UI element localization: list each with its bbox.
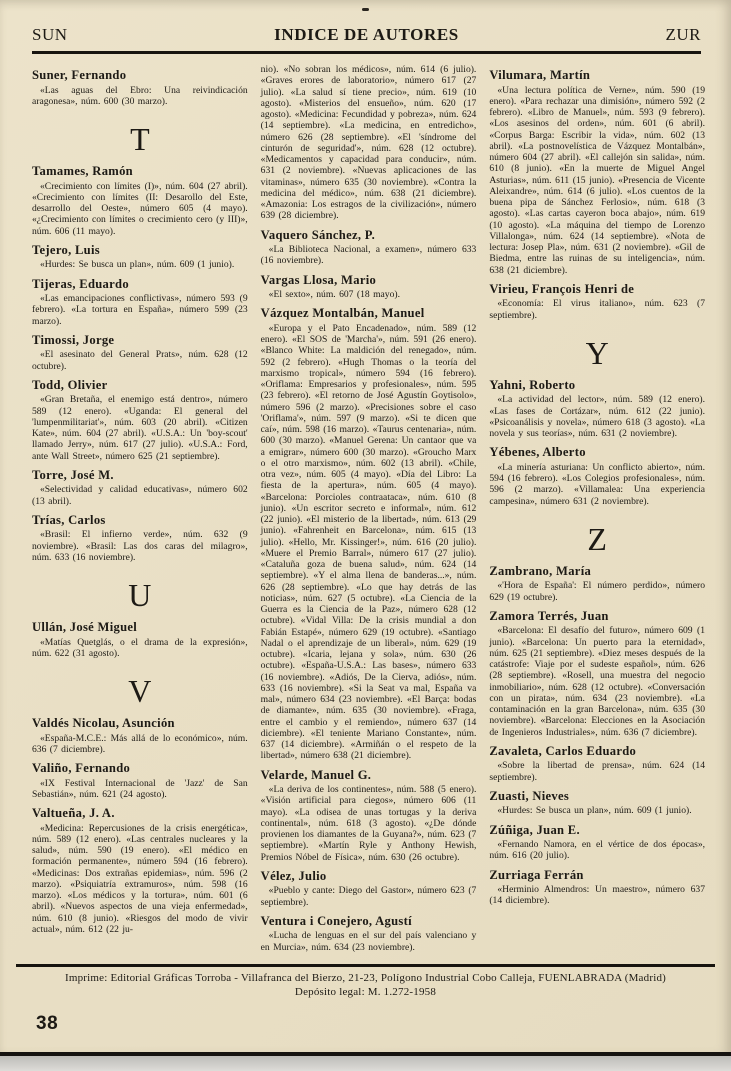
- author-name: Valiño, Fernando: [32, 761, 131, 775]
- page-footer: [0, 964, 731, 999]
- imprint-line: Imprime: Editorial Gráficas Torroba - Villafranca del Bierzo, 21-23, Polígono Industrial Cobo Calleja, FUENLABRADA (Madrid): [64, 972, 667, 984]
- header-right-index-marker: ZUR: [665, 25, 701, 44]
- author-works: «La minería asturiana: Un conflicto abierto», núm. 594 (16 febrero). «Los Colegios profesionales», núm. 596 (2 marzo). «Villamalea: Una experiencia campesina», número 631 (2 noviembre).: [489, 461, 706, 507]
- author-name: Zambrano, María: [489, 563, 592, 578]
- author-works: «IX Festival Internacional de 'Jazz' de San Sebastián», núm. 621 (24 agosto).: [32, 777, 248, 800]
- author-works: «La deriva de los continentes», núm. 588 (5 enero). «Visión artificial para ciegos», número 606 (11 mayo). «La odisea de unas tortugas y la deriva continental», núm. 618 (3 agosto). «¿De dónde provienen los diamantes de la Guyana?», núm. 623 (7 septiembre). «Martín Ryle y Anthony Hewish, Premios Nóbel de Física», núm. 630 (26 octubre).: [260, 784, 477, 863]
- author-name: Ullán, José Miguel: [32, 620, 138, 634]
- author-works: «Las emancipaciones conflictivas», número 593 (9 febrero). «La tortura en España», número 599 (23 marzo).: [32, 293, 248, 327]
- author-name: Valtueña, J. A.: [32, 806, 115, 820]
- author-name: Zuasti, Nieves: [489, 788, 570, 803]
- index-column-2: [261, 62, 477, 960]
- author-works: «El asesinato del General Prats», núm. 628 (12 octubre).: [32, 349, 248, 372]
- author-name: Tejero, Luis: [32, 242, 100, 257]
- author-works: «Las aguas del Ebro: Una reivindicación aragonesa», núm. 600 (30 marzo).: [32, 84, 248, 107]
- author-works: «Lucha de lenguas en el sur del país valenciano y en Murcia», núm. 634 (23 noviembre).: [260, 930, 477, 953]
- author-works: «Fernando Namora, en el vértice de dos épocas», núm. 616 (20 julio).: [489, 839, 706, 862]
- author-name: Valdés Nicolau, Asunción: [32, 716, 175, 730]
- header-left-index-marker: SUN: [32, 25, 68, 44]
- deposito-legal-line: Depósito legal: M. 1.272-1958: [294, 985, 437, 998]
- author-works: «Selectividad y calidad educativas», número 602 (13 abril).: [32, 484, 248, 507]
- author-name: Ventura i Conejero, Agustí: [260, 913, 412, 928]
- author-name: Velarde, Manuel G.: [260, 767, 372, 782]
- page-number: 38: [36, 1013, 59, 1034]
- section-letter-Z: Z: [587, 520, 607, 557]
- author-works: «Brasil: El infierno verde», núm. 632 (9 noviembre). «Brasil: Las dos caras del milagro», núm. 633 (16 noviembre).: [32, 529, 248, 563]
- author-works: «Hurdes: Se busca un plan», núm. 609 (1 junio).: [497, 805, 692, 817]
- author-works: «Europa y el Pato Encadenado», núm. 589 (12 enero). «El SOS de 'Marcha'», núm. 591 (26 enero). «Blanco White: La maldición del renegado», núm. 592 (2 febrero). «Hugh Thomas o la teoría del marxismo tropical», número 594 (16 febrero). «Oriflama: Empresarios y profesionales», núm. 595 (23 febrero). «El retorno de José Agustín Goytisolo», número 596 (2 marzo). «Precisiones sobre el caso 'Oriflama'», núm. 597 (9 marzo). «Si te dicen que caí», núm. 598 (16 marzo). «Taurus centenaria», núm. 600 (30 marzo). «Manuel Gerena: Un cantaor que va a emigrar», número 600 (30 marzo). «Groucho Marx o el otro marxismo», núm. 602 (13 abril). «Chile, otra vez», núm. 605 (4 mayo). «Día del Libro: La fiesta de la apertura», núm. 605 (4 mayo). «Barcelona: Porcioles contraataca», núm. 610 (8 junio). «Un escritor secreto e informal», núm. 612 (22 junio). «El misterio de la libertad», núm. 613 (29 junio). «Fahrenheit en Barcelona», núm. 615 (13 julio). «Hello, Mr. Kissinger!», núm. 616 (20 julio). «Muere el Premio Barral», número 617 (27 julio). «Cataluña goza de buena salud», núm. 624 (14 septiembre). «Y el alma llena de banderas...», núm. 626 (28 septiembre). «Lo que hay detrás de las noticias», núm. 627 (5 octubre). «La Ciencia de la Guerra es la Ciencia de la Paz», número 628 (12 octubre). «Vidal Villa: De la crisis mundial a don Fabián Estapé», número 629 (19 octubre). «Santiago Nadal o el aprendizaje de un liberal», núm. 629 (19 octubre). «Icaria, lejana y sola», núm. 630 (26 octubre). «España-U.S.A.: Las bases», número 633 (16 noviembre). «Adiós, De la Cierva, adiós», núm. 633 (16 noviembre). «Si la Seat va mal, España va mal», número 634 (23 noviembre). «El Barça: bodas de diamante», núm. 635 (30 noviembre). «Fraga, entre el cambio y el remiendo», número 637 (14 diciembre). «El teniente Mariano Constante», núm. 637 (14 diciembre). «Armiñán o el respeto de la libertad», número 638 (21 diciembre).: [260, 322, 477, 762]
- author-name: Tamames, Ramón: [32, 164, 133, 178]
- author-works: «La actividad del lector», núm. 589 (12 enero). «Las fases de Cortázar», núm. 612 (22 junio). «Psicoanálisis y novela», número 618 (3 agosto). «La novela y sus teorías», núm. 631 (2 noviembre).: [489, 394, 706, 439]
- author-name: Yébenes, Alberto: [489, 445, 586, 460]
- author-name: Zavaleta, Carlos Eduardo: [489, 743, 637, 758]
- author-name: Virieu, François Henri de: [489, 281, 635, 296]
- section-letter-Y: Y: [585, 334, 609, 371]
- author-name: Vélez, Julio: [260, 868, 327, 883]
- author-name: Suner, Fernando: [32, 68, 127, 82]
- author-name: Vaquero Sánchez, P.: [260, 227, 376, 242]
- page-title: INDICE DE AUTORES: [274, 25, 459, 44]
- author-works: «Herminio Almendros: Un maestro», número 637 (14 diciembre).: [489, 884, 706, 907]
- author-works: «Pueblo y cante: Diego del Gastor», número 623 (7 septiembre).: [260, 885, 477, 908]
- author-works: «Sobre la libertad de prensa», núm. 624 (14 septiembre).: [489, 760, 706, 783]
- index-column-3: [489, 62, 705, 960]
- author-works: «La Biblioteca Nacional, a examen», número 633 (16 noviembre).: [260, 244, 477, 267]
- author-works: «Medicina: Repercusiones de la crisis energética», núm. 589 (12 enero). «Las centrales nucleares y la salud», núm. 590 (19 enero). «El médico en formación permanente», número 594 (16 febrero). «Medicinas: Dos extrañas epidemias», núm. 596 (2 marzo). «Psiquiatría extramuros», núm. 598 (16 marzo). «Los médicos y la tortura», núm. 601 (6 abril). «Nuevos aspectos de una vieja enfermedad», núm. 610 (8 junio). «Riesgos del modo de vivir actual», núm. 612 (22 ju-: [32, 822, 248, 935]
- section-letter-U: U: [128, 577, 152, 613]
- author-works: «'Hora de España': El número perdido», número 629 (19 octubre).: [489, 580, 706, 603]
- author-works: «Barcelona: El desafío del futuro», número 609 (1 junio). «Barcelona: Un puerto para la eternidad», núm. 625 (21 septiembre). «Diez meses después de la catástrofe: Viaje por el sudeste español», núm. 626 (28 septiembre). «Rosell, una muestra del negocio inmobiliario», núm. 628 (12 octubre). «Conversación con un pirata», núm. 634 (23 noviembre). «La contaminación en la gran Barcelona», núm. 635 (30 noviembre). «Barcelona: Elecciones en la Asociación de Ingenieros Industriales», núm. 636 (7 diciembre).: [489, 625, 706, 738]
- scan-artifact: [362, 8, 369, 11]
- author-name: Timossi, Jorge: [32, 332, 115, 347]
- author-name: Yahni, Roberto: [489, 377, 576, 392]
- index-columns: [0, 54, 731, 960]
- author-name: Trías, Carlos: [32, 512, 106, 527]
- author-name: Zamora Terrés, Juan: [489, 608, 609, 623]
- entry-continuation: nio). «No sobran los médicos», núm. 614 (6 julio). «Graves erores de laboratorio», número 617 (27 julio). «La salud sí tiene precio», núm. 619 (10 agosto). «Misterios del ensueño», núm. 620 (17 agosto). «Medicina: Fecundidad y pobreza», núm. 624 (14 septiembre). «La medicina, en entredicho», número 626 (28 septiembre). «El 'síndrome del cinturón de seguridad'», núm. 628 (12 octubre). «Medicamentos y capacidad para conducir», núm. 631 (2 noviembre). «Nuevas aplicaciones de las vitaminas», número 635 (30 noviembre). «Contra la medicina del médico», núm. 638 (21 diciembre). «Amazonia: Los estragos de la civilización», número 639 (28 diciembre).: [260, 64, 477, 222]
- author-works: «El sexto», núm. 607 (18 mayo).: [268, 289, 400, 300]
- author-name: Vilumara, Martín: [489, 68, 591, 82]
- author-name: Todd, Olivier: [32, 377, 108, 392]
- author-name: Torre, José M.: [32, 467, 114, 482]
- section-letter-V: V: [128, 673, 152, 709]
- index-column-1: [32, 62, 248, 960]
- author-works: «España-M.C.E.: Más allá de lo económico», núm. 636 (7 diciembre).: [32, 732, 248, 755]
- author-works: «Matías Quetglás, o el drama de la expresión», núm. 622 (31 agosto).: [32, 636, 248, 659]
- author-works: «Gran Bretaña, el enemigo está dentro», número 589 (12 enero). «Uganda: El general del 'lumpenmilitariat'», núm. 603 (20 abril). «Citizen Kate», núm. 604 (27 abril). «U.S.A.: Un 'boy-scout' llamado Jerry», núm. 617 (27 julio). «U.S.A.: Ford, ante Wall Street», número 625 (21 septiembre).: [32, 394, 248, 462]
- footer-rule: [16, 964, 715, 967]
- author-name: Vargas Llosa, Mario: [260, 272, 377, 287]
- author-works: «Hurdes: Se busca un plan», núm. 609 (1 junio).: [40, 259, 235, 271]
- author-name: Zurriaga Ferrán: [489, 867, 584, 882]
- author-works: «Economía: El virus italiano», núm. 623 (7 septiembre).: [489, 298, 706, 321]
- author-works: «Una lectura política de Verne», núm. 590 (19 enero). «Para rechazar una dimisión», número 592 (2 febrero). «Libro de Manuel», núm. 593 (9 febrero). «Los asesinos del orden», núm. 601 (6 abril). «Corpus Barga: Escribir la vida», núm. 602 (13 abril). «La postnovelística de Vázquez Montalbán», número 604 (27 abril). «El callejón sin salida», núm. 610 (8 junio). «En la muerte de Miguel Angel Asturias», núm. 611 (15 junio). «Presencia de Vicente Aleixandre», núm. 614 (6 julio). «Los cuentos de la buena pipa de Sánchez Ferlosio», núm. 618 (3 agosto). «Las cartas cayeron boca abajo», núm. 619 (10 agosto). «La máquina del tiempo de Lorenzo Villalonga», núm. 624 (14 septiembre). «Nota de lectura: Josep Pla», núm. 631 (2 noviembre). «Gil de Biedma, entre las ruinas de su inteligencia», núm. 638 (21 diciembre).: [489, 84, 706, 276]
- scan-edge-strip: [0, 1052, 731, 1071]
- author-name: Zúñiga, Juan E.: [489, 822, 580, 837]
- author-works: «Crecimiento con límites (I)», núm. 604 (27 abril). «Crecimiento con límites (II: Desarollo del Este, desarrollo del Oeste», número 605 (4 mayo). «¿Crecimiento con límites o crecimiento cero (y III)», núm. 606 (11 mayo).: [32, 180, 248, 237]
- author-name: Tijeras, Eduardo: [32, 276, 129, 291]
- section-letter-T: T: [130, 121, 150, 157]
- author-name: Vázquez Montalbán, Manuel: [260, 306, 425, 321]
